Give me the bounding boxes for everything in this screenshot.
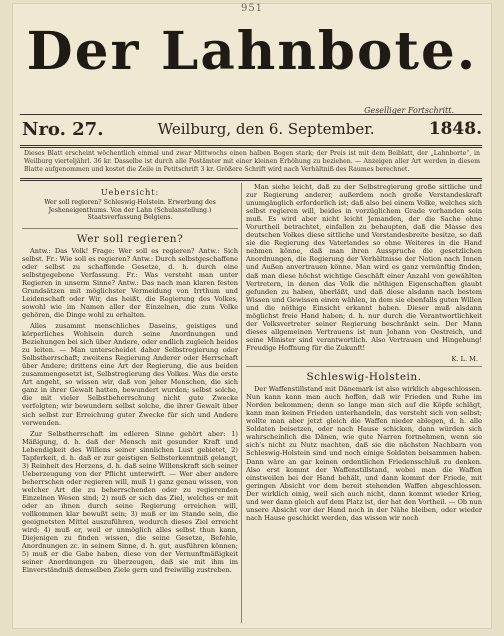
masthead-title: Der Lahnbote. [26,21,478,82]
subscription-notice: Dieses Blatt erscheint wöchentlich einmal und zwar Mittwochs einen halben Bogen stark; der Preis ist mit dem Beiblatt, der „Lahnborte“, in Weilburg vierteljährl. 36 kr. Dasselbe ist durch alle Postämter mit einer kleinen Erhöhung zu beziehen. — Anzeigen aller Art werden in diesem Blatte aufgenommen und kostet die Zeile in Petitschrift 3 kr. Größere Schrift wird nach Verhältniß des Raumes berechnet. [24,150,480,173]
section-title: Schleswig-Holstein. [306,371,422,384]
contents-rule [22,228,238,229]
article-paragraph: Antw.: Das Volk! Frage: Wer soll es regieren? Antw.: Sich selbst. Fr.: Wie soll es regieren? Antw.: Durch selbstgeschaffene oder selbst zu schaffende Gesetze, d. h. durch eine selbstgegebene Verfassung. Fr.: Was versteht man unter Regieren in unserm Sinne? Antw.: Das nach man klaren festen Grundsätzen mit möglichster Vermeidung von Irrthum und Leidenschaft oder Wir, das heißt, die Regierung des Volkes, sowohl wie im Namen aller der Einzelnen, die zum Volke gehören, die Dinge wohl zu erhalten. [22,246,238,319]
right-column [246,183,482,525]
article-paragraph: Man siehe leicht, daß zu der Selbstregierung große sittliche und zur Regierung anderer, außerdem noch große Verstandeskraft unumgänglich erforderlich ist; daß also bei einem Volke, welches sich selbst regieren will, beides in vorzüglichem Grade vorhanden sein muß. Es wird aber nicht leicht Jemanden, der die Sache ohne Vorurtheil betrachtet, einfallen zu behaupten, daß die Masse des deutschen Volkes diese sittliche und Verstandesbreite besitze, so daß sie die Regierung des Vaterlandes so ohne Weiteres in die Hand nehmen könne, daß man ihren Ausspruche die gesetzlichen Anordnungen, die Regierung der Verhältnisse der Nation nach Innen und Außen anvertrauen könne. Man wird es ganz vernünftig finden, daß man diese höchst wichtige Geschäft einer Anzahl von gewählten Vertretern, in denen das Volk die nöthigen Eigenschaften glaubt gefunden zu haben, überläßt, und daß diese alsdann nach bestem Wissen und Gewissen einen wählen, in dem sie ebenfalls guten Willen und die nöthige Einsicht erkannt haben. Dieser muß alsdann möglichst freie Hand haben; d. h. nur durch die Verantwortlichkeit der Volksvertreter seiner Regierung beschränkt sein. Der Mann dieses allgemeinen Vertrauens ist nun Johann von Oestreich, und seine Minister sind verantwortlich. Also Vertrauen und Hingebung! Freudige Hoffnung für die Zukunft! [246,183,482,352]
article-paragraph: Zur Selbstherrschaft im edleren Sinne gehört aber: 1) Mäßigung, d. h. daß der Mensch mit gesunder Kraft und Lebendigkeit des Willens seiner sinnlichen Lust gebietet, 2) Tapferkeit, d. h. daß er zur geistigen Selbsterkenntniß gelangt, 3) Reinheit des Herzens, d. h. daß seine Willenskraft sich seiner Ueberzeugung von der Pflicht unterwirft. — Wer aber andere beherrschen oder regieren will, muß 1) ganz genau wissen, von welcher Art die zu beherrschenden oder zu regierenden Einzelnen Wesen sind; 2) muß er sich das Ziel, welches er mit oder an ihnen durch seine Regierung erreichen will, vollkommen klar bewußt sein; 3) muß er im Stande sein, die geeignetsten Mittel auszuführen, wodurch dieses Ziel erreicht wird; 4) muß er, weil er unmöglich alles selbst thun kann, Diejenigen zu finden wissen, die seine Gesetze, Befehle, Anordnungen zc. in seinem Sinne, d. h. gut, ausführen können; 5) muß er die Gabe haben, diese von der Vernunftmäßigkeit seiner Anordnungen zu überzeugen, daß sie mit ihm im Einverständniß demselben Ziele gern und freiwillig zustreben. [22,429,238,575]
newspaper-page [12,3,492,629]
issue-year: 1848. [428,119,482,139]
issue-rule [20,145,482,148]
section-rule [246,366,482,367]
issue-number: Nro. 27. [22,118,104,140]
left-column [22,183,238,577]
contents-heading: Uebersicht: [100,188,160,197]
contents-text: Wer soll regieren? Schleswig-Holstein. Erwerbung des Jesheneigenthums. Von der Lahn (Schulanstellung.) Staatsverfassung Belgiens. [44,199,216,222]
page-number: 951 [240,3,264,14]
section-paragraph: Der Waffenstillstand mit Dänemark ist also wirklich abgeschlossen. Nun kann kann man auch hoffen, daß wir Frieden und Ruhe im Norden bekommen; denn so lange man sich auf die Köpfe schlägt, kann man keinen Frieden unterhandeln, das versteht sich von selbst; wollte man aber jetzt gleich die Waffen nieder ablegen, d. h. alle Soldaten beisetzen, oder nach Hause schicken, dann würden sich wahrscheinlich die Dänen, wie gute Narren fortnehmen, wenn sie sich's nicht zu Nutz machten, daß sie die nächsten Nachbarn von Schleswig-Holstein sind und noch einige Soldaten beisammen haben. Dann wäre an gar keinen ordentlichen Friedensschluß zu denken. Also erst kommt der Waffenstillstand, wobei man die Waffen einstweilen bei der Hand behält, und dann kommt der Friede, mit geringen Absicht vor dem bereit stehenden Waffen abgeschlossen. Der wirklich einig, weil sich auch nicht, dann kommt wieder Krieg, und wer dann gleich auf dem Platz ist, der hat den Vortheil. — Ob nun unsere Absicht vor der Hand noch in der Nähe bleiben, oder wieder nach Hause geschickt werden, das wissen wir noch [246,385,482,522]
column-divider [241,183,242,623]
masthead-subtitle: Geselliger Fortschritt. [364,106,454,115]
issue-place-date: Weilburg, den 6. September. [157,120,375,138]
issue-bar [22,115,482,143]
article-paragraph: Alles zusammt menschliches Daseins, geistiges und körperliches Wohlsein durch seine Anordnungen und Beziehungen bei sich über Andere, oder endlich zugleich beides zu leiten. — Man unterscheidet daher Selbstregierung oder Selbstherrschaft; zweitens Regierung Anderer oder Herrschaft über Andere; drittens eine Art der Regierung, die aus beiden zusammengesetzt ist, Selbstregierung des Volkes. Was die erste Art angeht, so wissen wir, daß von jeher Menschen, die sich ganz in ihrer Gewalt hatten, bewundert wurden; selbst solche, die mit vieler Selbstbeherrschung nicht gute Zwecke verfolgten; wir bewundern selbst solche, die ihrer Gewalt über sich selbst zur Erreichung guter Zwecke für sich und Andere verwenden. [22,322,238,427]
article-title: Wer soll regieren? [76,232,184,245]
article-signature: K. L. M. [451,354,478,363]
notice-rule [20,178,482,181]
